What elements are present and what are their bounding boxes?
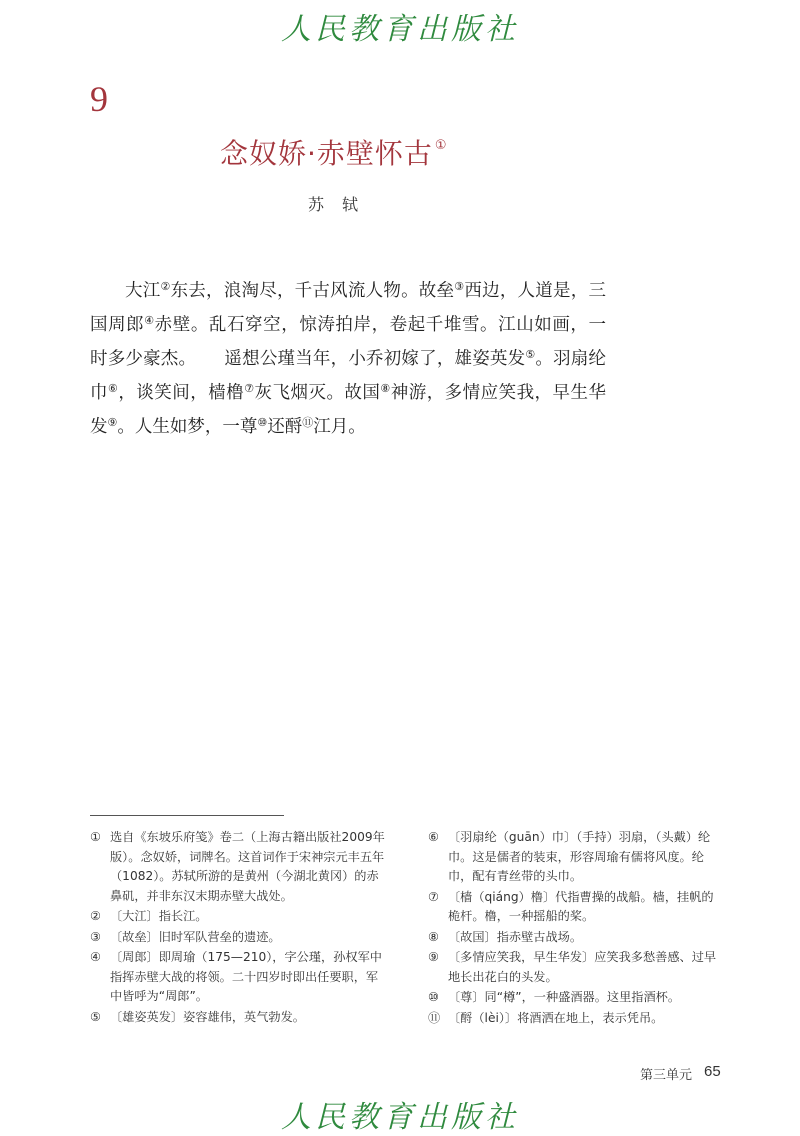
footnote-divider [90, 815, 284, 816]
footnote-text: 〔故垒〕旧时军队营垒的遗迹。 [110, 929, 281, 944]
poem-text: 大江 [125, 281, 161, 301]
footnote-text: 〔多情应笑我，早生华发〕应笑我多愁善感、过早地长出花白的头发。 [448, 950, 717, 984]
poem-footnote-mark: ⑨ [107, 416, 118, 429]
footnote-text: 〔酹（lèi）〕将酒洒在地上，表示凭吊。 [448, 1010, 664, 1025]
footnote-item [428, 988, 724, 1008]
poem-text: 神游，多情应笑我，早生华发 [90, 383, 606, 437]
footnote-mark: ① [90, 830, 101, 844]
poem-title [220, 132, 448, 172]
poem-footnote-mark: ③ [454, 280, 465, 293]
poem-footnote-mark: ⑥ [107, 382, 119, 395]
footnote-item [428, 888, 724, 927]
poem-body [90, 272, 606, 442]
poem-footnote-mark: ⑦ [244, 382, 255, 395]
footnotes-right-column [428, 828, 724, 1029]
poem-text: 。人生如梦，一尊 [117, 417, 258, 437]
poem-footnote-mark: ④ [144, 314, 155, 327]
footnote-text: 〔尊〕同“樽”，一种盛酒器。这里指酒杯。 [448, 990, 681, 1004]
footnote-mark: ⑨ [428, 950, 439, 964]
lesson-number: 9 [90, 79, 108, 119]
poem-text: 。羽扇纶巾 [90, 349, 607, 403]
footnote-text: 〔大江〕指长江。 [110, 909, 208, 923]
footnote-text: 〔雄姿英发〕姿容雄伟，英气勃发。 [110, 1009, 305, 1024]
poem-footnote-mark: ⑤ [525, 348, 536, 361]
poem-footnote-mark: ⑩ [257, 416, 268, 429]
poem-text: 东去，浪淘尽，千古风流人物。故垒 [170, 281, 455, 301]
footnote-mark: ⑦ [428, 889, 439, 904]
poem-footnote-mark: ② [160, 280, 171, 293]
poem-paragraph [90, 272, 606, 442]
footnote-mark: ④ [90, 950, 101, 964]
footnote-mark: ⑥ [428, 830, 439, 844]
page-number: 65 [704, 1063, 721, 1080]
footnote-item [428, 928, 724, 948]
footnote-mark: ② [90, 909, 101, 923]
footnote-mark: ⑩ [428, 990, 439, 1004]
poem-footnote-mark: ⑧ [380, 382, 391, 395]
footnote-text: 〔故国〕指赤壁古战场。 [448, 929, 583, 944]
footnote-text: 〔樯（qiáng）橹〕代指曹操的战船。樯，挂帆的桅杆。橹，一种摇船的桨。 [448, 889, 714, 923]
footnote-item [90, 948, 390, 1007]
poem-text: 西边，人道是，三国周郎 [90, 281, 606, 335]
footnote-item [90, 907, 390, 927]
footnote-mark: ⑪ [428, 1010, 441, 1025]
poem-title-text: 念奴娇·赤壁怀古 [220, 137, 433, 170]
footnote-item [90, 928, 390, 948]
footnote-text: 〔周郎〕即周瑜（175—210），字公瑾，孙权军中指挥赤壁大战的将领。二十四岁时即出任要职，军中皆呼为“周郎”。 [110, 950, 382, 1003]
poem-text: 江月。 [313, 417, 366, 437]
footnote-mark: ⑤ [90, 1009, 101, 1024]
poem-text: ，谈笑间，樯橹 [118, 383, 245, 403]
title-footnote-mark: ① [434, 138, 448, 153]
footnote-item [428, 1009, 724, 1029]
footnote-item [90, 828, 390, 906]
footnote-mark: ⑧ [428, 929, 439, 944]
unit-label: 第三单元 [640, 1068, 693, 1083]
footnote-text: 选自《东坡乐府笺》卷二（上海古籍出版社2009年版）。念奴娇，词牌名。这首词作于宋神宗元丰五年（1082）。苏轼所游的是黄州（今湖北黄冈）的赤鼻矶，并非东汉末期赤壁大战处。 [110, 830, 385, 903]
poem-text: 赤壁。乱石穿空，惊涛拍岸，卷起千堆雪。江山如画，一时多少豪杰。 [90, 315, 606, 369]
footnote-item [428, 948, 724, 987]
footnotes-left-column [90, 828, 390, 1028]
publisher-logo-top: 人民教育出版社 [281, 12, 519, 47]
footnote-item [90, 1008, 390, 1028]
footnote-item [428, 828, 724, 887]
poem-text: 还酹 [267, 417, 303, 437]
footnote-text: 〔羽扇纶（guān）巾〕（手持）羽扇，（头戴）纶巾。这是儒者的装束，形容周瑜有儒将风度。纶巾，配有青丝带的头巾。 [448, 830, 711, 883]
footnote-mark: ③ [90, 929, 101, 944]
publisher-logo-bottom: 人民教育出版社 [281, 1100, 519, 1135]
poem-footnote-mark: ⑪ [302, 416, 314, 429]
poem-author: 苏轼 [308, 195, 377, 214]
poem-text: 灰飞烟灭。故国 [254, 383, 381, 403]
poem-text: 遥想公瑾当年，小乔初嫁了，雄姿英发 [224, 349, 526, 369]
